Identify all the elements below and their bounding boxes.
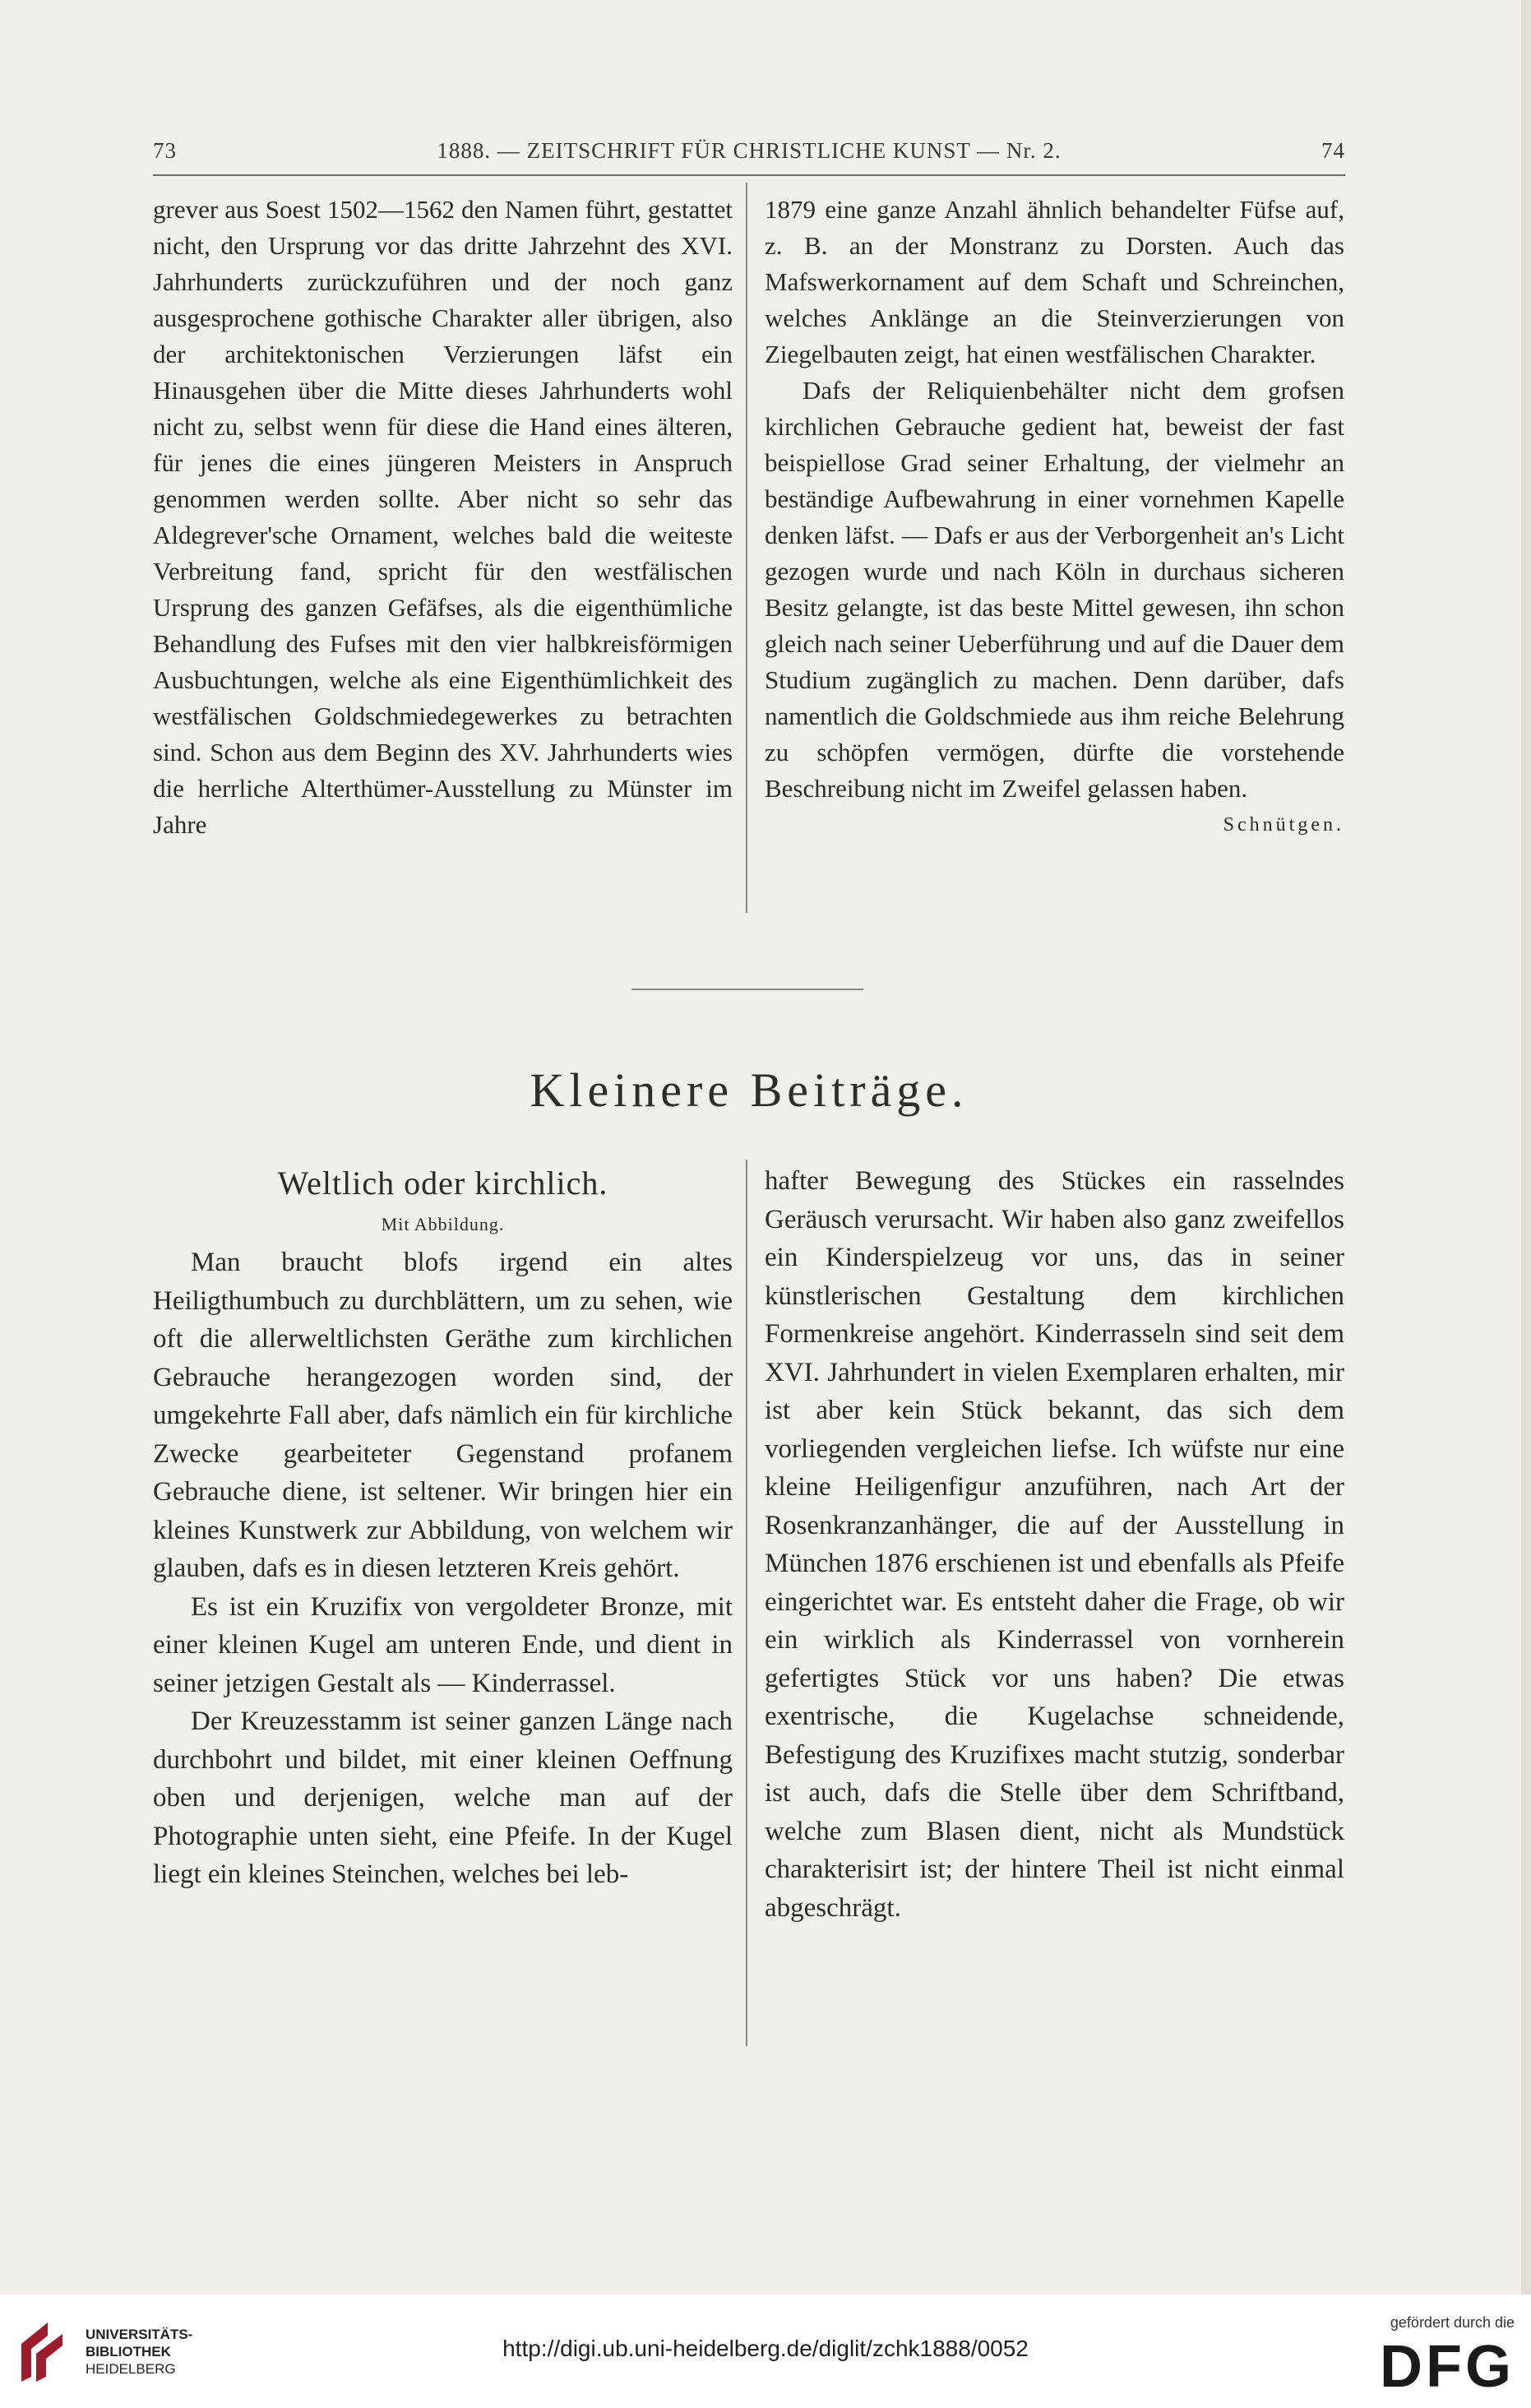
viewer-footer bbox=[0, 2295, 1531, 2408]
column-divider-lower bbox=[746, 1160, 747, 2046]
author-signature: Schnütgen. bbox=[1223, 814, 1344, 836]
page-number-right: 74 bbox=[1321, 138, 1345, 163]
article-paragraph-4: hafter Bewegung des Stückes ein rasselndes Geräusch verursacht. Wir haben also ganz zweifellos ein Kinderspielzeug vor uns, das in seiner künstlerischen Gestaltung dem kirchlichen Formenkreise angehört. Kinderrasseln sind seit dem XVI. Jahrhundert in vielen Exemplaren erhalten, mir ist aber kein Stück bekannt, das sich dem vorliegenden vergleichen liefse. Ich wüfste nur eine kleine Heiligenfigur anzuführen, nach Art der Rosenkranzanhänger, die auf der Ausstellung in München 1876 erschienen ist und ebenfalls als Pfeife eingerichtet war. Es entsteht daher die Frage, ob wir ein wirklich als Kinderrassel von vornherein gefertigtes Stück vor uns haben? Die etwas exentrische, die Kugelachse schneidende, Befestigung des Kruzifixes macht stutzig, sonderbar ist auch, dafs die Stelle über dem Schriftband, welche zum Blasen dient, nicht als Mundstück charakterisirt ist; der hintere Theil ist nicht einmal abgeschrägt. bbox=[765, 1166, 1344, 1923]
column-divider-upper bbox=[746, 183, 747, 913]
lower-left-column bbox=[153, 1160, 733, 2056]
library-name-line-3: HEIDELBERG bbox=[86, 2361, 176, 2377]
lower-right-column bbox=[765, 1162, 1344, 2058]
upper-right-paragraph-1: 1879 eine ganze Anzahl ähnlich behandelter Füfse auf, z. B. an der Monstranz zu Dorsten. Auch das Mafswerkornament auf dem Schaft und Schreinchen, welches Anklänge an die Steinverzierungen von Ziegelbauten zeigt, hat einen westfälischen Charakter. bbox=[765, 195, 1344, 368]
upper-left-column bbox=[153, 192, 733, 915]
page-edge bbox=[1521, 0, 1531, 2295]
journal-title: 1888. — ZEITSCHRIFT FÜR CHRISTLICHE KUNST — Nr. 2. bbox=[437, 138, 1062, 163]
upper-right-paragraph-2 bbox=[765, 373, 1344, 836]
article-subtitle: Mit Abbildung. bbox=[381, 1214, 505, 1234]
upper-right-paragraph-2-text: Dafs der Reliquienbehälter nicht dem grofsen kirchlichen Gebrauche gedient hat, beweist der fast beispiellose Grad seiner Erhaltung, der vielmehr an beständige Aufbewahrung in einer vornehmen Kapelle denken läfst. — Dafs er aus der Verborgenheit an's Licht gezogen wurde und nach Köln in durchaus sicheren Besitz gelangte, ist das beste Mittel gewesen, ihn schon gleich nach seiner Ueberführung und auf die Dauer dem Studium zugänglich zu machen. Denn darüber, dafs namentlich die Goldschmiede aus ihm reiche Belehrung zu schöpfen vermögen, dürfte die vorstehende Beschreibung nicht im Zweifel gelassen haben. bbox=[765, 376, 1344, 803]
article-title: Weltlich oder kirchlich. bbox=[277, 1165, 608, 1202]
library-name-line-1: UNIVERSITÄTS- bbox=[86, 2327, 193, 2342]
page-number-left: 73 bbox=[153, 138, 177, 163]
article-paragraph-3: Der Kreuzesstamm ist seiner ganzen Länge nach durchbohrt und bildet, mit einer kleinen Oeffnung oben und derjenigen, welche man auf der Photographie unten sieht, eine Pfeife. In der Kugel liegt ein kleines Steinchen, welches bei leb- bbox=[153, 1706, 733, 1889]
article-paragraph-2: Es ist ein Kruzifix von vergoldeter Bronze, mit einer kleinen Kugel am unteren Ende, und dient in seiner jetzigen Gestalt als — Kinderrassel. bbox=[153, 1591, 733, 1698]
upper-left-paragraph: grever aus Soest 1502—1562 den Namen führt, gestattet nicht, den Ursprung vor das dritte Jahrzehnt des XVI. Jahrhunderts zurückzuführen und der noch ganz ausgesprochene gothische Charakter aller übrigen, also der architektonischen Verzierungen läfst ein Hinausgehen über die Mitte dieses Jahrhunderts wohl nicht zu, selbst wenn für diese die Hand eines älteren, für jenes die eines jüngeren Meisters in Anspruch genommen werden sollte. Aber nicht so sehr das Aldegrever'sche Ornament, welches bald die weiteste Verbreitung fand, spricht für den westfälischen Ursprung des ganzen Gefäfses, als die eigenthümliche Behandlung des Fufses mit den vier halbkreisförmigen Ausbuchtungen, welche als eine Eigenthümlichkeit des westfälischen Goldschmiedegewerkes zu betrachten sind. Schon aus dem Beginn des XV. Jahrhunderts wies die herrliche Alterthümer-Ausstellung zu Münster im Jahre bbox=[153, 195, 733, 839]
library-name-line-2: BIBLIOTHEK bbox=[86, 2344, 171, 2359]
permalink-url[interactable]: http://digi.ub.uni-heidelberg.de/diglit/zchk1888/0052 bbox=[502, 2336, 1029, 2361]
header-rule bbox=[153, 174, 1345, 176]
dfg-logo: DFG bbox=[1380, 2334, 1515, 2400]
upper-right-column bbox=[765, 192, 1344, 915]
section-separator bbox=[631, 989, 863, 990]
article-paragraph-1: Man braucht blofs irgend ein altes Heiligthumbuch zu durchblättern, um zu sehen, wie oft die allerweltlichsten Geräthe zum kirchlichen Gebrauche herangezogen worden sind, der umgekehrte Fall aber, dafs nämlich ein für kirchliche Zwecke gearbeiteter Gegenstand profanem Gebrauche diene, ist seltener. Wir bringen hier ein kleines Kunstwerk zur Abbildung, von welchem wir glauben, dafs es in diesen letzteren Kreis gehört. bbox=[153, 1248, 733, 1583]
funding-note: gefördert durch die bbox=[1390, 2314, 1515, 2331]
running-head bbox=[153, 138, 1345, 171]
section-title: Kleinere Beiträge. bbox=[530, 1063, 969, 1117]
